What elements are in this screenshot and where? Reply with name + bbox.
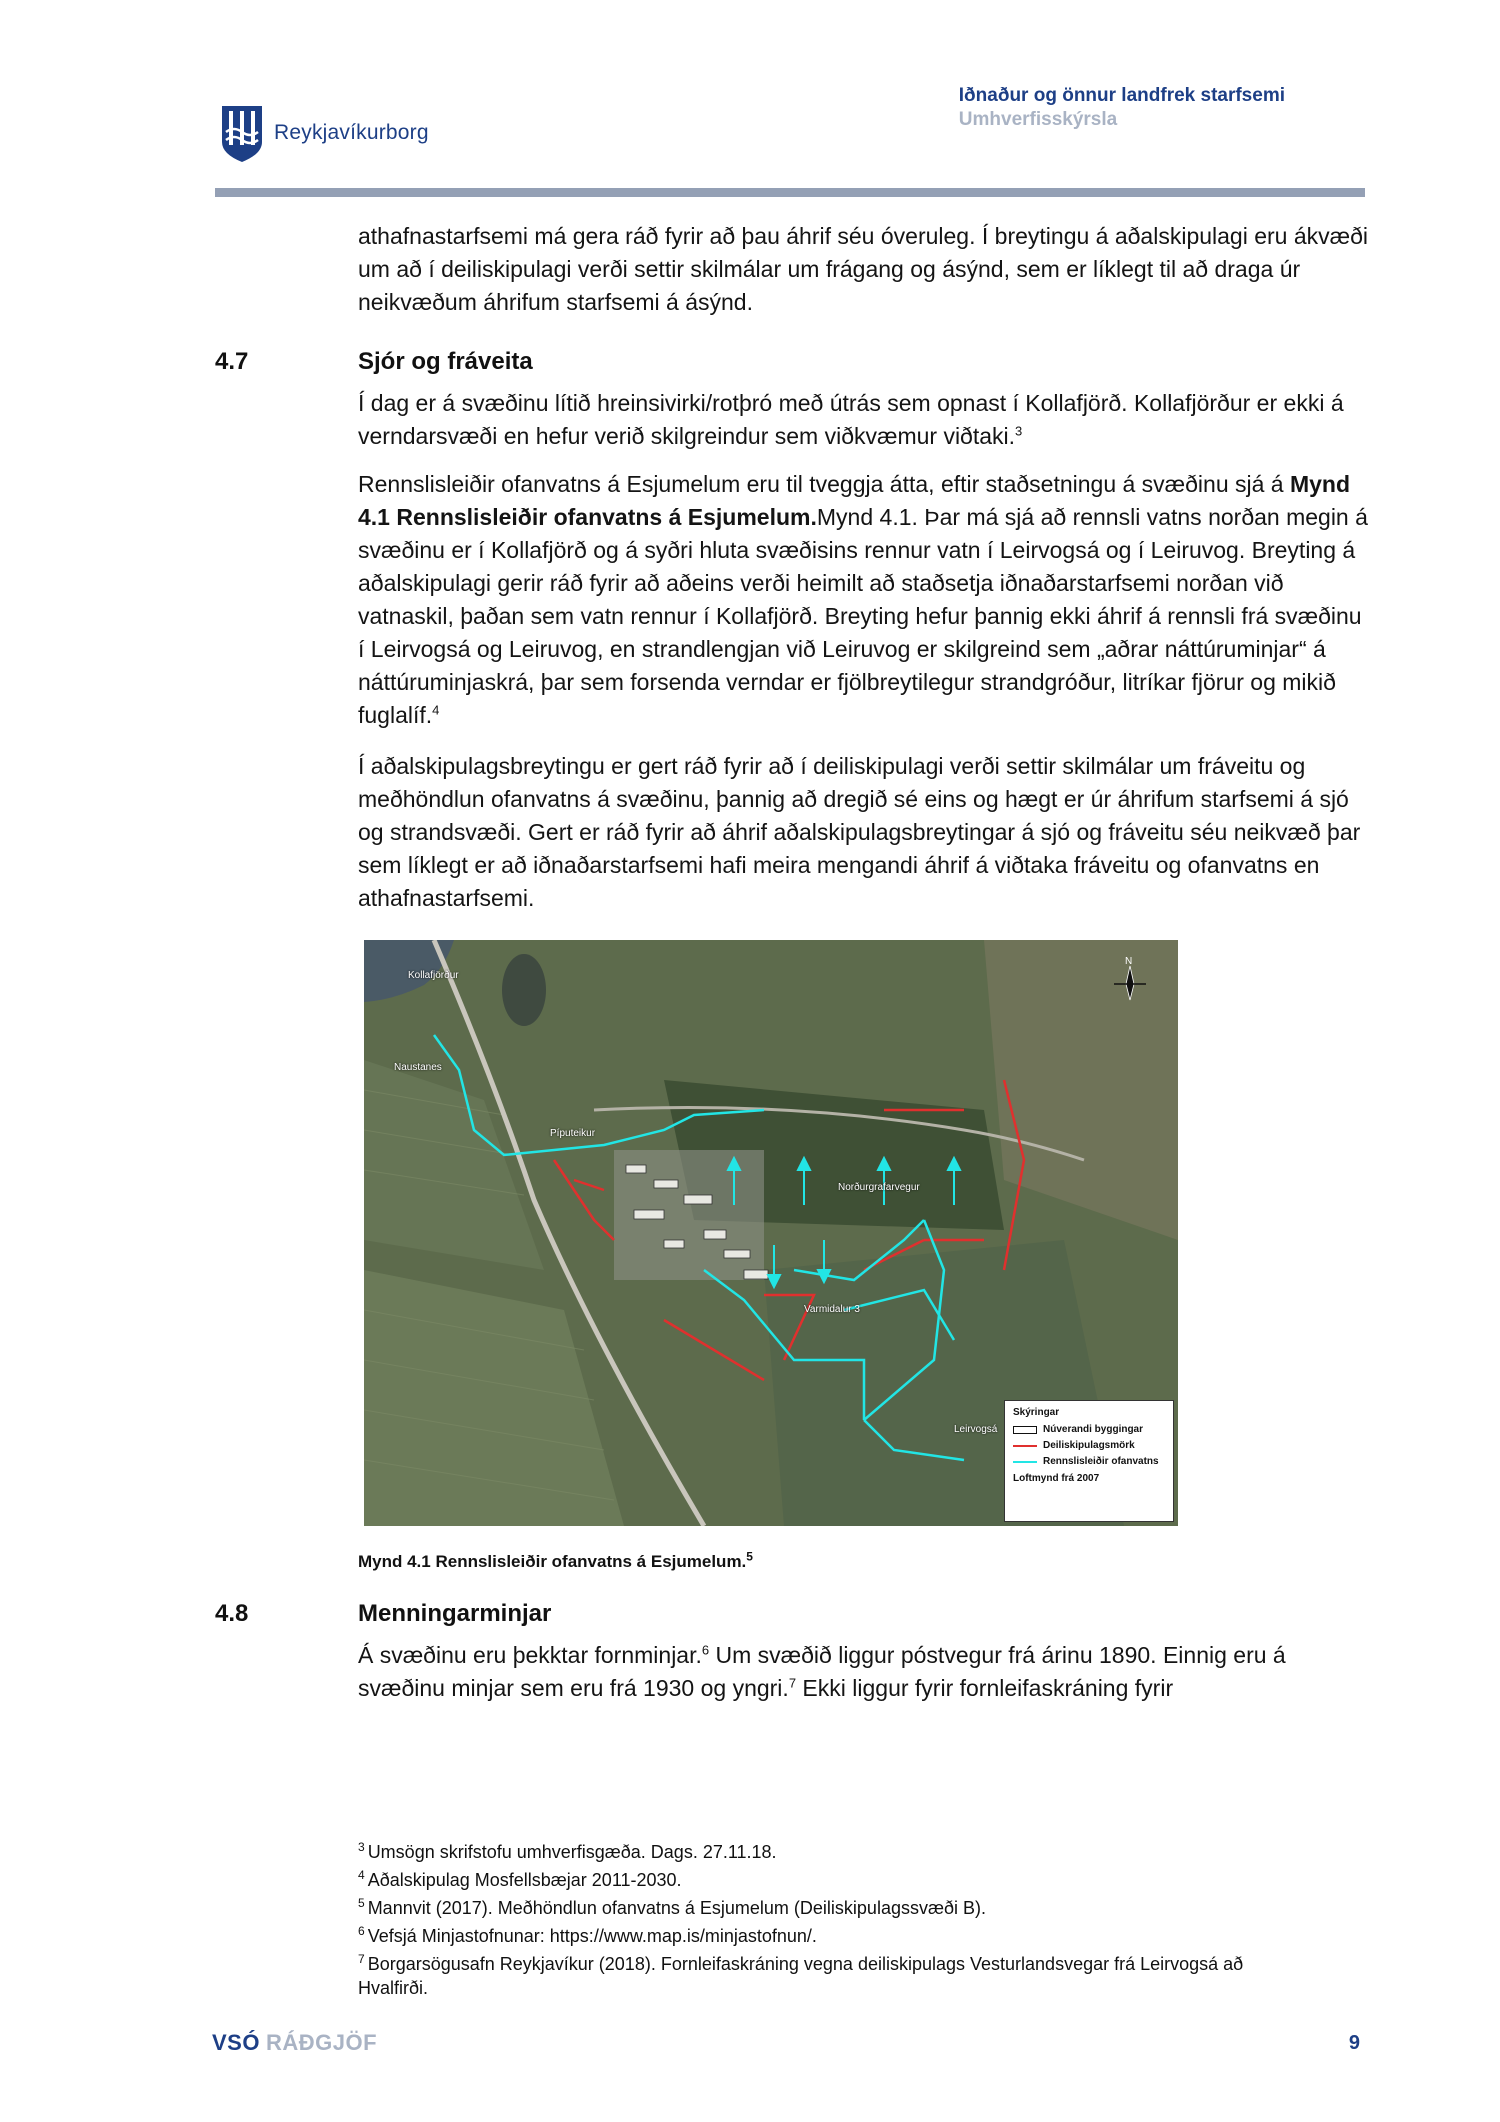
section-number: 4.7	[215, 348, 249, 375]
map-label-nordurgrafarvegur: Norðurgrafarvegur	[838, 1182, 920, 1193]
legend-footer: Loftmynd frá 2007	[1013, 1473, 1100, 1484]
map-label-kollafjordur: Kollafjörður	[408, 970, 459, 981]
footnote	[358, 1840, 1258, 1864]
footnote-number: 6	[358, 1924, 365, 1938]
footnote-number: 3	[358, 1840, 365, 1854]
legend-item	[1013, 1440, 1165, 1451]
figure-caption	[358, 1549, 753, 1572]
paragraph-text: Á svæðinu eru þekktar fornminjar.	[358, 1642, 702, 1668]
header-divider	[215, 188, 1365, 197]
brand-radgjof: RÁÐGJÖF	[265, 2030, 378, 2055]
footer-brand	[212, 2030, 377, 2056]
footnote-ref[interactable]: 7	[788, 1675, 797, 1691]
footnote-number: 7	[358, 1952, 365, 1966]
footnote-ref[interactable]: 6	[701, 1642, 710, 1658]
section-number: 4.8	[215, 1600, 249, 1627]
footnote-number: 4	[358, 1868, 365, 1882]
footnote-text: Aðalskipulag Mosfellsbæjar 2011-2030.	[367, 1870, 682, 1890]
reykjavik-logo	[220, 100, 460, 166]
intro-paragraph: athafnastarfsemi má gera ráð fyrir að þau áhrif séu óveruleg. Í breytingu á aðalskipulagi eru ákvæði um að í deiliskipulagi verði settir skilmálar um frágang og ásýnd, sem er líklegt til að draga úr neikvæðum áhrifum starfsemi á ásýnd.	[358, 223, 1368, 315]
section-4-7-paragraph-2	[358, 468, 1368, 732]
legend-label: Deiliskipulagsmörk	[1043, 1440, 1135, 1451]
footnote-text: Umsögn skrifstofu umhverfisgæða. Dags. 27.11.18.	[367, 1842, 777, 1862]
map-label-varmidalur: Varmidalur 3	[804, 1304, 860, 1315]
legend-item	[1013, 1456, 1165, 1467]
document-header	[959, 84, 1285, 132]
reykjavik-crest-icon	[220, 102, 264, 164]
paragraph-text: Ekki liggur fyrir fornleifaskráning fyrir	[796, 1675, 1174, 1701]
aerial-map-figure	[364, 940, 1178, 1526]
paragraph-text: Rennslisleiðir ofanvatns á Esjumelum eru til tveggja átta, eftir staðsetningu á svæðinu sjá á	[358, 471, 1290, 497]
section-title: Menningarminjar	[358, 1600, 552, 1627]
document-subtitle: Umhverfisskýrsla	[958, 109, 1118, 130]
map-label-pipu: Píputeikur	[550, 1128, 596, 1139]
footnotes	[358, 1840, 1258, 2004]
section-4-7-paragraph-3: Í aðalskipulagsbreytingu er gert ráð fyrir að í deiliskipulagi verði settir skilmálar um fráveitu og meðhöndlun ofanvatns á svæðinu, þannig að dregið sé eins og hægt er úr áhrifum starfsemi á sjó og strandsvæði. Gert er ráð fyrir að áhrif aðalskipulagsbreytingar á sjó og fráveitu séu neikvæð þar sem líklegt er að iðnaðarstarfsemi hafi meira mengandi áhrif á viðtaka fráveitu og ofanvatns en athafnastarfsemi.	[358, 753, 1361, 911]
footnote-ref[interactable]: 4	[432, 702, 440, 718]
legend-title: Skýringar	[1013, 1407, 1060, 1418]
map-label-naustanes: Naustanes	[394, 1062, 442, 1073]
paragraph-text: Í dag er á svæðinu lítið hreinsivirki/rotþró með útrás sem opnast í Kollafjörð. Kollafjörður er ekki á verndarsvæði en hefur verið skilgreindur sem viðkvæmur viðtaki.	[358, 390, 1344, 449]
figure-cross-reference[interactable]: Mynd 4.1 Rennslisleiðir ofanvatns á Esjumelum.	[358, 471, 1351, 530]
footnote	[358, 1868, 1258, 1892]
map-label-leirvogsa: Leirvogsá	[954, 1424, 998, 1435]
section-4-8-paragraph	[358, 1639, 1368, 1705]
section-title: Sjór og fráveita	[358, 348, 533, 375]
logo-text: Reykjavíkurborg	[274, 121, 429, 144]
legend-label: Núverandi byggingar	[1043, 1424, 1144, 1435]
paragraph-text: Um svæðið liggur póstvegur frá árinu 1890. Einnig eru á svæðinu minjar sem eru frá 1930 og yngri.	[358, 1642, 1286, 1701]
svg-text:N: N	[1125, 956, 1133, 967]
legend-flow-symbol	[1013, 1461, 1037, 1463]
page-number: 9	[1348, 2032, 1360, 2054]
caption-text: Mynd 4.1 Rennslisleiðir ofanvatns á Esjumelum.	[358, 1552, 747, 1571]
document-title: Iðnaður og önnur landfrek starfsemi	[958, 85, 1285, 106]
footnote	[358, 1924, 1258, 1948]
legend-boundary-symbol	[1013, 1445, 1037, 1447]
legend-label: Rennslisleiðir ofanvatns	[1043, 1456, 1159, 1467]
footnote-text[interactable]: Vefsjá Minjastofnunar: https://www.map.is/minjastofnun/.	[367, 1926, 817, 1946]
north-arrow-icon	[1110, 954, 1150, 1002]
paragraph-text: Mynd 4.1. Þar má sjá að rennsli vatns norðan megin á svæðinu er í Kollafjörð og á syðri hluta svæðisins rennur vatn í Leirvogsá og í Leiruvog. Breyting á aðalskipulagi gerir ráð fyrir að aðeins verði heimilt að staðsetja iðnaðarstarfsemi norðan við vatnaskil, þaðan sem vatn rennur í Kollafjörð. Breyting hefur þannig ekki áhrif á rennsli frá svæðinu í Leirvogsá og Leiruvog, en strandlengjan við Leiruvog er skilgreind sem „aðrar náttúruminjar“ á náttúruminjaskrá, þar sem forsenda verndar er fjölbreytilegur strandgróður, litríkar fjörur og mikið fuglalíf.	[358, 504, 1368, 728]
footnote-ref[interactable]: 3	[1015, 423, 1023, 439]
footnote-number: 5	[358, 1896, 365, 1910]
footnote	[358, 1896, 1258, 1920]
legend-building-symbol	[1013, 1426, 1037, 1434]
brand-vso: VSÓ	[212, 2030, 260, 2055]
map-legend	[1004, 1400, 1174, 1522]
section-4-7-paragraph-1	[358, 387, 1368, 453]
footnote-ref[interactable]: 5	[746, 1549, 753, 1564]
legend-item	[1013, 1424, 1165, 1435]
footnote	[358, 1952, 1258, 2000]
footnote-text: Borgarsögusafn Reykjavíkur (2018). Fornleifaskráning vegna deiliskipulags Vesturlandsvegar frá Leirvogsá að Hvalfirði.	[358, 1954, 1244, 1998]
footnote-text: Mannvit (2017). Meðhöndlun ofanvatns á Esjumelum (Deiliskipulagssvæði B).	[367, 1898, 986, 1918]
